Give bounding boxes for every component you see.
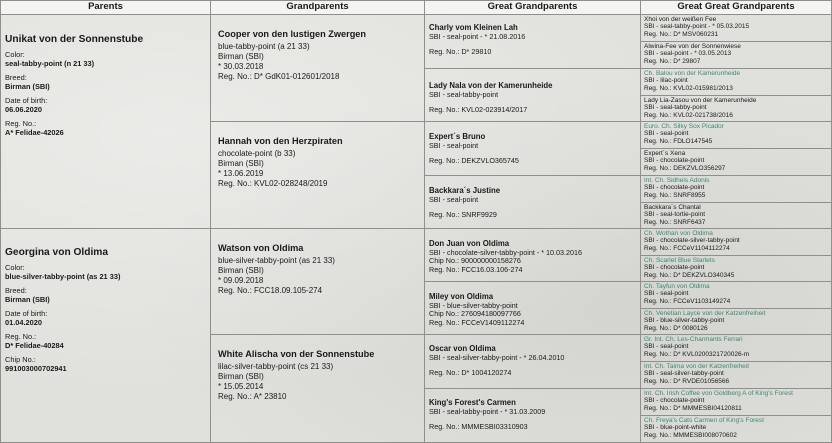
cat-name: Venetian Layce von der Katzenfreiheit xyxy=(655,310,766,317)
cat-name: Freya's Cats Carmen of King's Forest xyxy=(655,417,764,424)
grandparent-name: Cooper von den lustigen Zwergen xyxy=(218,29,367,39)
champion-title: Ch. xyxy=(644,257,655,264)
grandparent-breed: Birman (SBI) xyxy=(218,371,264,381)
great-grandparent-8 xyxy=(424,388,641,443)
great-great-grandparent-name xyxy=(644,97,828,104)
header-great-great-grandparents: Great Great Grandparents xyxy=(640,0,832,15)
sire-reg: A* Felidae-42026 xyxy=(5,128,64,137)
grandparent-dob: * 30.03.2018 xyxy=(218,62,264,72)
grandparent-reg: Reg. No.: KVL02-028248/2019 xyxy=(218,179,328,189)
grandparent-color: blue-tabby-point (a 21 33) xyxy=(218,41,310,51)
sire-color: seal-tabby-point (n 21 33) xyxy=(5,59,95,68)
great-great-grandparent-name xyxy=(644,123,828,130)
great-grandparent-name: Don Juan von Oldima xyxy=(429,239,510,248)
great-great-grandparent-7 xyxy=(640,175,832,203)
great-great-grandparent-name xyxy=(644,336,828,343)
great-great-grandparent-line: SBI - seal-point xyxy=(644,290,689,298)
dam-chip-label: Chip No.: xyxy=(5,355,36,364)
dam-breed-label: Breed: xyxy=(5,286,27,295)
cat-name: Scarlet Blue Starlets xyxy=(655,257,715,264)
great-great-grandparent-reg: Reg. No.: MMMESBI008070602 xyxy=(644,431,737,439)
great-great-grandparent-reg: Reg. No.: D* RVDE01056566 xyxy=(644,377,730,385)
great-great-grandparent-line: SBI - seal-silver-tabby-point xyxy=(644,370,724,378)
champion-title: Gr. Int. Ch. xyxy=(644,336,676,343)
grandparent-color: lilac-silver-tabby-point (cs 21 33) xyxy=(218,361,334,371)
great-great-grandparent-name xyxy=(644,310,828,317)
great-great-grandparent-14 xyxy=(640,361,832,389)
great-grandparent-reg: Reg. No.: D* 29810 xyxy=(429,47,492,57)
dam-breed: Birman (SBI) xyxy=(5,295,50,304)
champion-title: Euro. Ch. xyxy=(644,123,672,130)
champion-title: Ch. xyxy=(644,417,655,424)
great-great-grandparent-10 xyxy=(640,255,832,282)
great-great-grandparent-name xyxy=(644,204,828,211)
great-grandparent-reg: Reg. No.: KVL02-023914/2017 xyxy=(429,105,528,115)
great-great-grandparent-name xyxy=(644,230,828,237)
sire-color-label: Color: xyxy=(5,50,25,59)
great-great-grandparent-12 xyxy=(640,308,832,335)
great-grandparent-name: Charly vom Kleinen Lah xyxy=(429,23,518,32)
great-grandparent-chip: Chip No.: 276094180097766 xyxy=(429,309,521,319)
cat-name: Taima von der Katzenfreiheit xyxy=(666,363,750,370)
great-great-grandparent-4 xyxy=(640,95,832,122)
cat-name: Alwina-Fee von der Sonnenwiese xyxy=(644,43,741,50)
cat-name: Lady Lia-Zasou von der Kamerunheide xyxy=(644,97,757,104)
sire-breed: Birman (SBI) xyxy=(5,82,50,91)
great-great-grandparent-1 xyxy=(640,14,832,42)
great-grandparent-4 xyxy=(424,175,641,229)
great-grandparent-1 xyxy=(424,14,641,69)
great-grandparent-3 xyxy=(424,121,641,176)
great-great-grandparent-6 xyxy=(640,148,832,176)
great-great-grandparent-16 xyxy=(640,415,832,443)
great-great-grandparent-reg: Reg. No.: D* 29807 xyxy=(644,57,701,65)
great-great-grandparent-reg: Reg. No.: DEKZVLO356297 xyxy=(644,164,726,172)
great-great-grandparent-name xyxy=(644,417,828,424)
great-grandparent-name: King's Forest's Carmen xyxy=(429,398,516,407)
great-great-grandparent-name xyxy=(644,363,828,370)
great-grandparent-line: SBI - seal-tabby-point xyxy=(429,90,499,99)
great-great-grandparent-reg: Reg. No.: SNRF8955 xyxy=(644,191,706,199)
great-grandparent-6 xyxy=(424,281,641,335)
grandparent-reg: Reg. No.: D* GdK01-012601/2018 xyxy=(218,72,340,82)
great-grandparent-name: Expert´s Bruno xyxy=(429,132,486,141)
dam-reg: D* Felidae-40284 xyxy=(5,341,64,350)
parent-dam xyxy=(0,228,211,443)
sire-breed-label: Breed: xyxy=(5,73,27,82)
grandparent-dob: * 13.06.2019 xyxy=(218,169,264,179)
great-grandparent-reg: Reg. No.: FCCeV1409112274 xyxy=(429,317,525,327)
grandparent-reg: Reg. No.: A* 23810 xyxy=(218,392,287,402)
great-great-grandparent-reg: Reg. No.: D* MSV060231 xyxy=(644,30,719,38)
champion-title: Ch. xyxy=(644,70,655,77)
champion-title: Int. Ch. xyxy=(644,363,665,370)
great-great-grandparent-reg: Reg. No.: KVL02-021738/2016 xyxy=(644,111,733,119)
great-great-grandparent-2 xyxy=(640,41,832,69)
grandparent-name: White Alischa von der Sonnenstube xyxy=(218,349,375,359)
great-grandparent-5 xyxy=(424,228,641,282)
champion-title: Ch. xyxy=(644,310,655,317)
dam-name: Georgina von Oldima xyxy=(5,247,109,258)
cat-name: Tayfun von Oldima xyxy=(655,283,710,290)
great-great-grandparent-3 xyxy=(640,68,832,96)
great-great-grandparent-reg: Reg. No.: FDLO147545 xyxy=(644,137,713,145)
grandparent-4 xyxy=(210,334,425,443)
great-great-grandparent-name xyxy=(644,390,828,397)
champion-title: Int. Ch. xyxy=(644,390,665,397)
grandparent-breed: Birman (SBI) xyxy=(218,158,264,168)
great-grandparent-name: Oscar von Oldima xyxy=(429,344,496,353)
grandparent-name: Watson von Oldima xyxy=(218,243,304,253)
great-grandparent-reg: Reg. No.: FCC16.03.106-274 xyxy=(429,264,523,274)
great-grandparent-line: SBI - seal-point - * 21.08.2016 xyxy=(429,32,526,41)
great-great-grandparent-line: SBI - blue-point-white xyxy=(644,424,707,432)
great-great-grandparent-name xyxy=(644,257,828,264)
great-great-grandparent-line: SBI - chocolate-point xyxy=(644,264,705,272)
great-grandparent-chip: Chip No.: 900000000158276 xyxy=(429,256,521,266)
grandparent-name: Hannah von den Herzpiraten xyxy=(218,136,343,146)
great-grandparent-line: SBI - seal-tabby-point - * 31.03.2009 xyxy=(429,407,546,416)
great-great-grandparent-reg: Reg. No.: SNRF6437 xyxy=(644,218,706,226)
great-grandparent-reg: Reg. No.: SNRF9929 xyxy=(429,210,497,220)
great-great-grandparent-name xyxy=(644,70,828,77)
great-great-grandparent-reg: Reg. No.: FCCeV1104112274 xyxy=(644,244,730,252)
grandparent-dob: * 09.09.2018 xyxy=(218,276,264,286)
cat-name: Silky Sox Picador xyxy=(673,123,724,130)
great-grandparent-name: Lady Nala von der Kamerunheide xyxy=(429,81,553,90)
cat-name: Xhoi von der weißen Fee xyxy=(644,16,717,23)
great-grandparent-reg: Reg. No.: DEKZVLO365745 xyxy=(429,156,519,166)
great-grandparent-2 xyxy=(424,68,641,122)
great-grandparent-line: SBI - seal-silver-tabby-point - * 26.04.2010 xyxy=(429,353,565,362)
great-grandparent-reg: Reg. No.: MMMESBI03310903 xyxy=(429,422,528,432)
parent-sire xyxy=(0,14,211,229)
champion-title: Int. Ch. xyxy=(644,177,665,184)
header-grandparents: Grandparents xyxy=(210,0,425,15)
great-great-grandparent-line: SBI - chocolate-point xyxy=(644,397,705,405)
great-grandparent-line: SBI - seal-point xyxy=(429,195,479,204)
cat-name: Irish Coffee von Goldberg A of King's Forest xyxy=(666,390,793,397)
great-great-grandparent-reg: Reg. No.: D* KVL0200321720026-m xyxy=(644,350,750,358)
cat-name: Sidheis Adonis xyxy=(666,177,710,184)
great-great-grandparent-name xyxy=(644,16,828,23)
great-grandparent-name: Backkara´s Justine xyxy=(429,186,501,195)
great-great-grandparent-name xyxy=(644,283,828,290)
great-great-grandparent-5 xyxy=(640,121,832,149)
great-great-grandparent-reg: Reg. No.: FCCeV1103149274 xyxy=(644,297,731,305)
great-great-grandparent-line: SBI - seal-point - * 03.05.2013 xyxy=(644,50,732,58)
great-grandparent-reg: Reg. No.: D* 1004120274 xyxy=(429,368,512,378)
grandparent-1 xyxy=(210,14,425,122)
great-grandparent-7 xyxy=(424,334,641,389)
grandparent-color: chocolate-point (b 33) xyxy=(218,148,296,158)
great-great-grandparent-line: SBI - chocolate-silver-tabby-point xyxy=(644,237,740,245)
grandparent-breed: Birman (SBI) xyxy=(218,265,264,275)
great-great-grandparent-line: SBI - seal-point xyxy=(644,130,689,138)
great-great-grandparent-line: SBI - seal-tortie-point xyxy=(644,211,706,219)
grandparent-breed: Birman (SBI) xyxy=(218,51,264,61)
great-great-grandparent-name xyxy=(644,43,828,50)
grandparent-3 xyxy=(210,228,425,335)
cat-name: Wothan von Oldima xyxy=(655,230,713,237)
great-great-grandparent-11 xyxy=(640,281,832,309)
great-great-grandparent-name xyxy=(644,177,828,184)
champion-title: Ch. xyxy=(644,283,655,290)
grandparent-color: blue-silver-tabby-point (as 21 33) xyxy=(218,255,335,265)
great-great-grandparent-line: SBI - seal-tabby-point xyxy=(644,104,707,112)
great-great-grandparent-15 xyxy=(640,388,832,416)
great-grandparent-name: Miley von Oldima xyxy=(429,292,494,301)
champion-title: Ch. xyxy=(644,230,655,237)
great-great-grandparent-line: SBI - blue-silver-tabby-point xyxy=(644,317,725,325)
great-great-grandparent-name xyxy=(644,150,828,157)
great-grandparent-line: SBI - blue-silver-tabby-point xyxy=(429,301,518,310)
great-great-grandparent-line: SBI - seal-tabby-point - * 05.03.2015 xyxy=(644,23,750,31)
great-grandparent-line: SBI - seal-point xyxy=(429,141,479,150)
great-great-grandparent-line: SBI - seal-point xyxy=(644,343,689,351)
great-great-grandparent-reg: Reg. No.: D* MMMESBI04120811 xyxy=(644,404,742,412)
great-great-grandparent-reg: Reg. No.: D* DEKZVLO340345 xyxy=(644,271,735,279)
grandparent-reg: Reg. No.: FCC18.09.105-274 xyxy=(218,286,323,296)
cat-name: Les-Charmants Ferrari xyxy=(677,336,743,343)
sire-dob-label: Date of birth: xyxy=(5,96,48,105)
grandparent-dob: * 15.05.2014 xyxy=(218,382,264,392)
cat-name: Expert´s Xena xyxy=(644,150,686,157)
sire-dob: 06.06.2020 xyxy=(5,105,42,114)
great-great-grandparent-line: SBI - lilac-point xyxy=(644,77,688,85)
great-great-grandparent-reg: Reg. No.: KVL02-015981/2013 xyxy=(644,84,733,92)
header-parents: Parents xyxy=(0,0,211,15)
great-great-grandparent-13 xyxy=(640,334,832,362)
great-great-grandparent-reg: Reg. No.: D* 0080126 xyxy=(644,324,708,332)
great-great-grandparent-8 xyxy=(640,202,832,229)
cat-name: Balou von der Kamerunheide xyxy=(655,70,741,77)
great-great-grandparent-9 xyxy=(640,228,832,256)
dam-chip: 991003000702941 xyxy=(5,364,67,373)
great-great-grandparent-line: SBI - chocolate-point xyxy=(644,157,705,165)
dam-color-label: Color: xyxy=(5,263,25,272)
sire-reg-label: Reg. No.: xyxy=(5,119,37,128)
header-great-grandparents: Great Grandparents xyxy=(424,0,641,15)
cat-name: Backkara´s Chantal xyxy=(644,204,701,211)
dam-dob: 01.04.2020 xyxy=(5,318,42,327)
grandparent-2 xyxy=(210,121,425,229)
sire-name: Unikat von der Sonnenstube xyxy=(5,34,144,45)
great-great-grandparent-line: SBI - chocolate-point xyxy=(644,184,705,192)
dam-reg-label: Reg. No.: xyxy=(5,332,37,341)
dam-dob-label: Date of birth: xyxy=(5,309,48,318)
great-grandparent-line: SBI - chocolate-silver-tabby-point - * 10.03.2016 xyxy=(429,248,583,257)
dam-color: blue-silver-tabby-point (as 21 33) xyxy=(5,272,121,281)
